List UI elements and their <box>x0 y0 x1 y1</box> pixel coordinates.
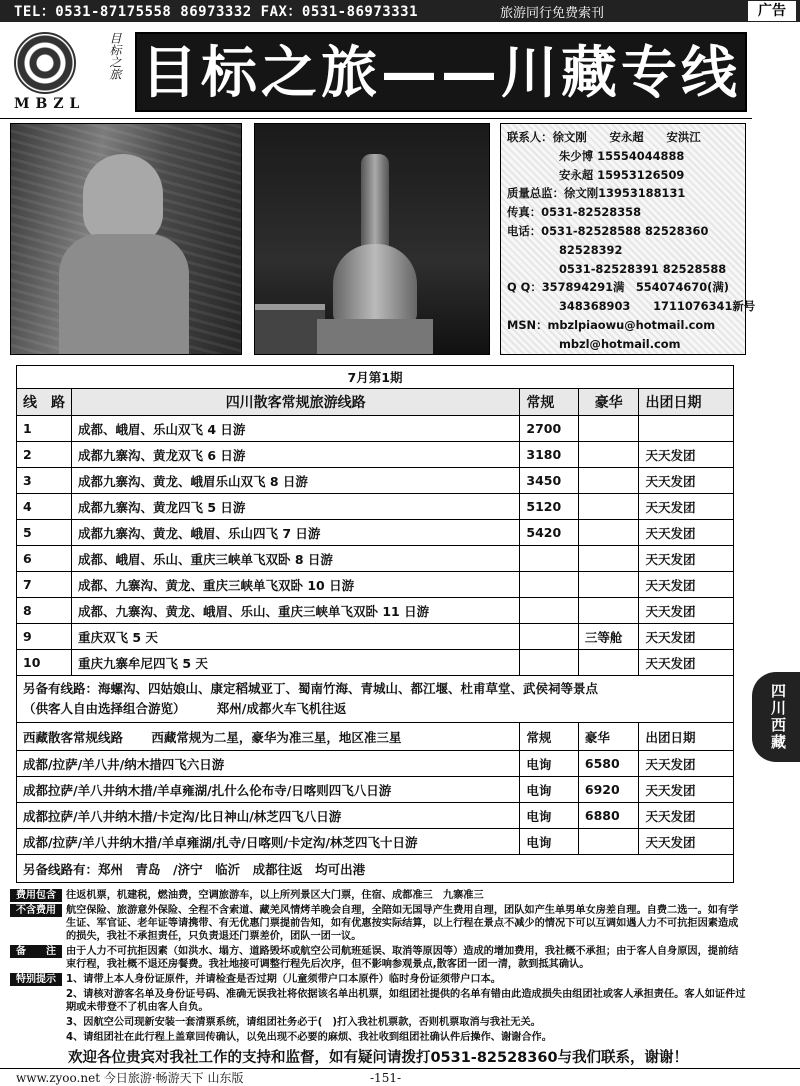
route-no: 6 <box>17 546 72 572</box>
tibet-row <box>17 829 734 855</box>
departure-cities: 另备线路有：郑州 青岛 /济宁 临沂 成都往返 均可出港 <box>17 855 734 883</box>
tibet-route: 成都拉萨/羊八井纳木措/羊卓雍湖/扎什么伦布寺/日喀则四飞八日游 <box>17 777 520 803</box>
page-number: -151- <box>370 1070 402 1085</box>
terms-tag: 费用包含 <box>10 889 62 902</box>
contact-line: 电话：0531-82528588 82528360 <box>507 223 709 238</box>
departure-date: 天天发团 <box>639 520 734 546</box>
route-no: 2 <box>17 442 72 468</box>
terms-text: 4、请组团社在此行程上盖章回传确认，以免出现不必要的麻烦、我社收到组团社确认件后操作、谢谢合作。 <box>66 1032 552 1043</box>
table-row <box>17 520 734 546</box>
tibet-departure: 天天发团 <box>639 777 734 803</box>
route-name: 成都、九寨沟、黄龙、峨眉、乐山、重庆三峡单飞双卧 11 日游 <box>72 598 520 624</box>
departure-date: 天天发团 <box>639 468 734 494</box>
tibet-route: 成都拉萨/羊八井纳木措/卡定沟/比日神山/林芝四飞八日游 <box>17 803 520 829</box>
contact-panel <box>500 123 756 355</box>
tibet-luxury: 6580 <box>578 751 639 777</box>
route-name: 成都九寨沟、黄龙、峨眉乐山双飞 8 日游 <box>72 468 520 494</box>
route-no: 8 <box>17 598 72 624</box>
standard-price: 5420 <box>520 520 579 546</box>
table-row <box>17 416 734 442</box>
route-no: 9 <box>17 624 72 650</box>
tibet-col-luxury: 豪华 <box>578 723 639 751</box>
luxury-price <box>578 650 639 676</box>
tibet-route: 成都/拉萨/羊八井/纳木措四飞六日游 <box>17 751 520 777</box>
standard-price <box>520 624 579 650</box>
logo-letters: MBZL <box>14 96 86 112</box>
standard-price <box>520 650 579 676</box>
terms-line <box>10 904 746 943</box>
luxury-price <box>578 468 639 494</box>
terms-tag: 备 注 <box>10 945 62 958</box>
col-header-departure: 出团日期 <box>639 389 734 416</box>
route-name: 重庆九寨牟尼四飞 5 天 <box>72 650 520 676</box>
contact-line: 0531-82528391 82528588 <box>559 261 727 276</box>
luxury-price <box>578 520 639 546</box>
terms-text: 由于人力不可抗拒因素（如洪水、塌方、道路毁坏或航空公司航班延误、取消等原因等）造成的增加费用，我社概不承担；由于客人自身原因，提前结束行程，我社概不退还房餐费。我社地接可调整行程先后次序，但不影响参观景点,散客团一团一清，款到抵其确认。 <box>66 946 739 970</box>
side-tab-blank <box>752 22 800 119</box>
route-name: 成都、九寨沟、黄龙、重庆三峡单飞双卧 10 日游 <box>72 572 520 598</box>
contact-line: 传真：0531-82528358 <box>507 205 642 220</box>
standard-price: 2700 <box>520 416 579 442</box>
departure-date: 天天发团 <box>639 650 734 676</box>
tibet-row <box>17 751 734 777</box>
route-schedule-table <box>16 365 734 883</box>
luxury-price <box>578 546 639 572</box>
route-no: 4 <box>17 494 72 520</box>
tibet-row <box>17 803 734 829</box>
tibet-standard: 电询 <box>520 751 579 777</box>
table-row <box>17 572 734 598</box>
tibet-luxury <box>578 829 639 855</box>
contact-line: mbzl@hotmail.com <box>559 336 681 351</box>
route-name: 重庆双飞 5 天 <box>72 624 520 650</box>
table-row <box>17 494 734 520</box>
departure-date: 天天发团 <box>639 572 734 598</box>
departure-date: 天天发团 <box>639 494 734 520</box>
table-row <box>17 598 734 624</box>
terms-text: 2、请核对游客名单及身份证号码、准确无误我社将依据该名单出机票，如组团社提供的名单有错由此造成损失由组团社或客人承担责任。客人如证件过期或未带登不了机由客人自负。 <box>66 989 746 1013</box>
departure-date <box>639 416 734 442</box>
welcome-message: 欢迎各位贵宾对我社工作的支持和监督，如有疑问请拨打0531-82528360与我们联系，谢谢！ <box>67 1050 689 1066</box>
top-contact-bar <box>0 0 800 22</box>
tibet-header-row <box>17 723 734 751</box>
extra-routes-row <box>17 676 734 723</box>
tibet-col-standard: 常规 <box>520 723 579 751</box>
tibet-luxury: 6880 <box>578 803 639 829</box>
departure-date: 天天发团 <box>639 598 734 624</box>
table-row <box>17 624 734 650</box>
route-name: 成都、峨眉、乐山双飞 4 日游 <box>72 416 520 442</box>
free-catalog-note: 旅游同行免费索刊 <box>500 5 605 21</box>
page-header <box>0 22 752 119</box>
standard-price: 3180 <box>520 442 579 468</box>
tibet-standard: 电询 <box>520 803 579 829</box>
statue-base-shape <box>317 319 433 355</box>
luxury-price <box>578 598 639 624</box>
period-label: 7月第1期 <box>17 366 734 389</box>
temple-shape <box>255 304 325 355</box>
leshan-buddha-photo <box>10 123 242 355</box>
terms-tag: 特别提示 <box>10 973 62 986</box>
standard-price: 3450 <box>520 468 579 494</box>
contact-line: MSN：mbzlpiaowu@hotmail.com <box>507 317 716 332</box>
swirl-logo-icon <box>14 32 76 94</box>
tibet-departure: 天天发团 <box>639 829 734 855</box>
contact-line: 朱少博 15554044888 <box>559 148 685 163</box>
terms-section <box>10 889 746 1046</box>
tibet-col-departure: 出团日期 <box>639 723 734 751</box>
tibet-star-note: 西藏常规为二星，豪华为准三星，地区准三星 <box>151 729 402 745</box>
terms-text: 3、因航空公司现新安装一套清票系统，请组团社务必于( )打入我社机票款，否则机票取消与我社无关。 <box>66 1017 541 1028</box>
tibet-header-title <box>17 723 520 751</box>
col-header-route-no: 线 路 <box>17 389 72 416</box>
route-no: 5 <box>17 520 72 546</box>
tel-fax-line: TEL：0531-87175558 86973332 FAX：0531-86973331 <box>14 4 419 20</box>
standard-price <box>520 572 579 598</box>
emei-golden-summit-photo <box>254 123 490 355</box>
luxury-price <box>578 494 639 520</box>
page-footer <box>0 1068 800 1086</box>
route-no: 3 <box>17 468 72 494</box>
page-title: 目标之旅——川藏专线 <box>135 32 747 112</box>
standard-price: 5120 <box>520 494 579 520</box>
terms-line <box>10 1031 746 1044</box>
col-header-route: 四川散客常规旅游线路 <box>72 389 520 416</box>
footer-url: www.zyoo.net 今日旅游·畅游天下 山东版 <box>16 1071 244 1085</box>
luxury-price <box>578 572 639 598</box>
logo-mark: 目标之旅 <box>108 32 122 80</box>
tibet-standard: 电询 <box>520 777 579 803</box>
luxury-price <box>578 442 639 468</box>
terms-line <box>10 988 746 1014</box>
tibet-departure: 天天发团 <box>639 803 734 829</box>
table-row <box>17 468 734 494</box>
contact-line: 质量总监：徐文刚13953188131 <box>507 186 686 201</box>
departure-date: 天天发团 <box>639 546 734 572</box>
col-header-standard: 常规 <box>520 389 579 416</box>
terms-tag-empty <box>10 1016 62 1029</box>
terms-tag: 不含费用 <box>10 904 62 917</box>
terms-line <box>10 973 746 986</box>
table-header-row <box>17 389 734 416</box>
route-name: 成都九寨沟、黄龙四飞 5 日游 <box>72 494 520 520</box>
table-row <box>17 442 734 468</box>
table-row <box>17 650 734 676</box>
terms-tag-empty <box>10 1031 62 1044</box>
terms-line <box>10 1016 746 1029</box>
terms-text: 往返机票，机建税，燃油费，空调旅游车，以上所列景区大门票，住宿、成都准三 九寨准三 <box>66 890 484 901</box>
contact-line: 安永超 15953126509 <box>559 167 685 182</box>
period-row <box>17 366 734 389</box>
tibet-route: 成都/拉萨/羊八井纳木措/羊卓雍湖/扎寺/日喀则/卡定沟/林芝四飞十日游 <box>17 829 520 855</box>
terms-line <box>10 889 746 902</box>
company-logo <box>8 28 130 114</box>
section-tab: 四川西藏 <box>752 672 800 762</box>
terms-tag-empty <box>10 988 62 1001</box>
extra-routes-note <box>17 676 734 723</box>
route-name: 成都九寨沟、黄龙、峨眉、乐山四飞 7 日游 <box>72 520 520 546</box>
route-no: 1 <box>17 416 72 442</box>
route-no: 7 <box>17 572 72 598</box>
statue-body-shape <box>333 244 417 324</box>
table-row <box>17 546 734 572</box>
contact-line: 82528392 <box>559 242 623 257</box>
contact-line: 348368903 1711076341新号 <box>559 299 756 314</box>
route-name: 成都、峨眉、乐山、重庆三峡单飞双卧 8 日游 <box>72 546 520 572</box>
departure-date: 天天发团 <box>639 624 734 650</box>
buddha-body-shape <box>59 234 189 355</box>
standard-price <box>520 546 579 572</box>
tibet-departure: 天天发团 <box>639 751 734 777</box>
tibet-header-label: 西藏散客常规线路 <box>23 729 124 745</box>
terms-text: 1、请带上本人身份证原件，并请检查是否过期（儿童须带户口本原件）临时身份证须带户口本。 <box>66 974 501 985</box>
contact-line: 联系人：徐文刚 安永超 安洪江 <box>507 130 701 144</box>
extra-routes-line: （供客人自由选择组合游览） 郑州/成都火车飞机往返 <box>23 701 347 716</box>
route-no: 10 <box>17 650 72 676</box>
tibet-row <box>17 777 734 803</box>
contact-line: Q Q：357894291满 554074670(满) <box>507 280 729 295</box>
luxury-price <box>578 416 639 442</box>
extra-routes-line: 另备有线路：海螺沟、四姑娘山、康定稻城亚丁、蜀南竹海、青城山、都江堰、杜甫草堂、武侯祠等景点 <box>23 681 599 696</box>
ad-badge: 广告 <box>748 1 796 21</box>
luxury-price: 三等舱 <box>578 624 639 650</box>
departure-date: 天天发团 <box>639 442 734 468</box>
buddha-head-shape <box>83 154 163 244</box>
terms-text: 航空保险、旅游意外保险、全程不含索道、藏羌风情烤羊晚会自理，全陪如无国导产生费用自理，团队如产生单男单女房差自理。自费二选一。如有学生证、军官证、老年证等请携带、有无优惠门票提前告知，如有优惠按实际结算，以上行程在景点不减少的情况下可以互调如遇人力不可抗拒因素造成的损失，我社不承担责任，只负责退还门票差价，团队一团一议。 <box>66 905 739 942</box>
departure-cities-row <box>17 855 734 883</box>
tibet-luxury: 6920 <box>578 777 639 803</box>
terms-line <box>10 945 746 971</box>
col-header-luxury: 豪华 <box>578 389 639 416</box>
standard-price <box>520 598 579 624</box>
route-name: 成都九寨沟、黄龙双飞 6 日游 <box>72 442 520 468</box>
tibet-standard: 电询 <box>520 829 579 855</box>
